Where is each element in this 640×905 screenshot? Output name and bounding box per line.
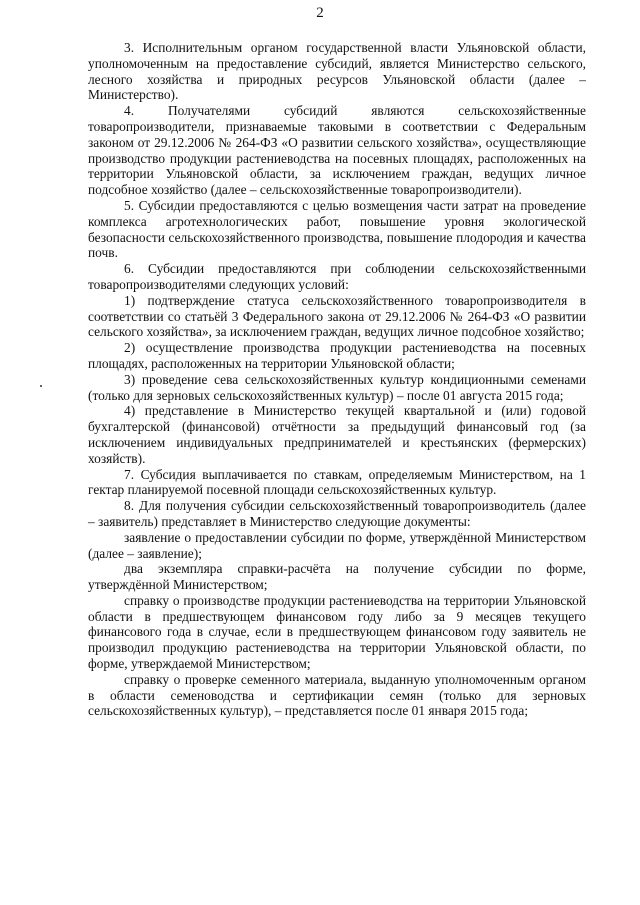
paragraph-3-executive-body: 3. Исполнительным органом государственной власти Ульяновской области, уполномоченным на предоставление субсидий, является Министерство сельского, лесного хозяйства и природных ресурсов Ульяновской области (далее – Министерство). xyxy=(88,40,586,103)
paragraph-7-rates: 7. Субсидия выплачивается по ставкам, определяемым Министерством, на 1 гектар планируемой посевной площади сельскохозяйственных культур. xyxy=(88,466,586,498)
document-production-certificate: справку о производстве продукции растениеводства на территории Ульяновской области в предшествующем финансовом году либо за 9 месяцев текущего финансового года в случае, если в предшествующем финансовом году заявитель не производил продукцию растениеводства на территории Ульяновской области, по форме, утверждаемой Министерством; xyxy=(88,592,586,672)
document-seed-inspection-certificate: справку о проверке семенного материала, выданную уполномоченным органом в области семеноводства и сертификации семян (только для зерновых сельскохозяйственных культур), – представляется после 01 января 2015 года; xyxy=(88,671,586,719)
page-number: 2 xyxy=(316,5,324,21)
condition-1: 1) подтверждение статуса сельскохозяйственного товаропроизводителя в соответствии со статьёй 3 Федерального закона от 29.12.2006 № 264-ФЗ «О развитии сельского хозяйства», за исключением граждан, ведущих личное подсобное хозяйство; xyxy=(88,292,586,340)
document-calculation-certificate: два экземпляра справки-расчёта на получение субсидии по форме, утверждённой Министерством; xyxy=(88,561,586,593)
condition-3: 3) проведение сева сельскохозяйственных культур кондиционными семенами (только для зерновых сельскохозяйственных культур) – после 01 августа 2015 года; xyxy=(88,371,586,403)
paragraph-5-purpose: 5. Субсидии предоставляются с целью возмещения части затрат на проведение комплекса агротехнологических работ, повышение уровня экологической безопасности сельскохозяйственного производства, повышение плодородия и качества почв. xyxy=(88,197,586,261)
document-application: заявление о предоставлении субсидии по форме, утверждённой Министерством (далее – заявление); xyxy=(88,529,586,561)
margin-mark xyxy=(40,385,42,387)
condition-4: 4) представление в Министерство текущей квартальной и (или) годовой бухгалтерской (финансовой) отчётности за предыдущий финансовый год (за исключением индивидуальных предпринимателей и крестьянских (фермерских) хозяйств). xyxy=(88,403,586,466)
paragraph-6-conditions: 6. Субсидии предоставляются при соблюдении сельскохозяйственными товаропроизводителями следующих условий: xyxy=(88,261,586,292)
condition-2: 2) осуществление производства продукции растениеводства на посевных площадях, расположенных на территории Ульяновской области; xyxy=(88,340,586,371)
paragraph-8-documents: 8. Для получения субсидии сельскохозяйственный товаропроизводитель (далее – заявитель) представляет в Министерство следующие документы: xyxy=(88,498,586,529)
document-body xyxy=(88,40,586,719)
paragraph-4-recipients: 4. Получателями субсидий являются сельскохозяйственные товаропроизводители, признаваемые таковыми в соответствии с Федеральным законом от 29.12.2006 № 264-ФЗ «О развитии сельского хозяйства», осуществляющие производство продукции растениеводства на посевных площадях, расположенных на территории Ульяновской области, за исключением граждан, ведущих личное подсобное хозяйство (далее – сельскохозяйственные товаропроизводители). xyxy=(88,103,586,198)
